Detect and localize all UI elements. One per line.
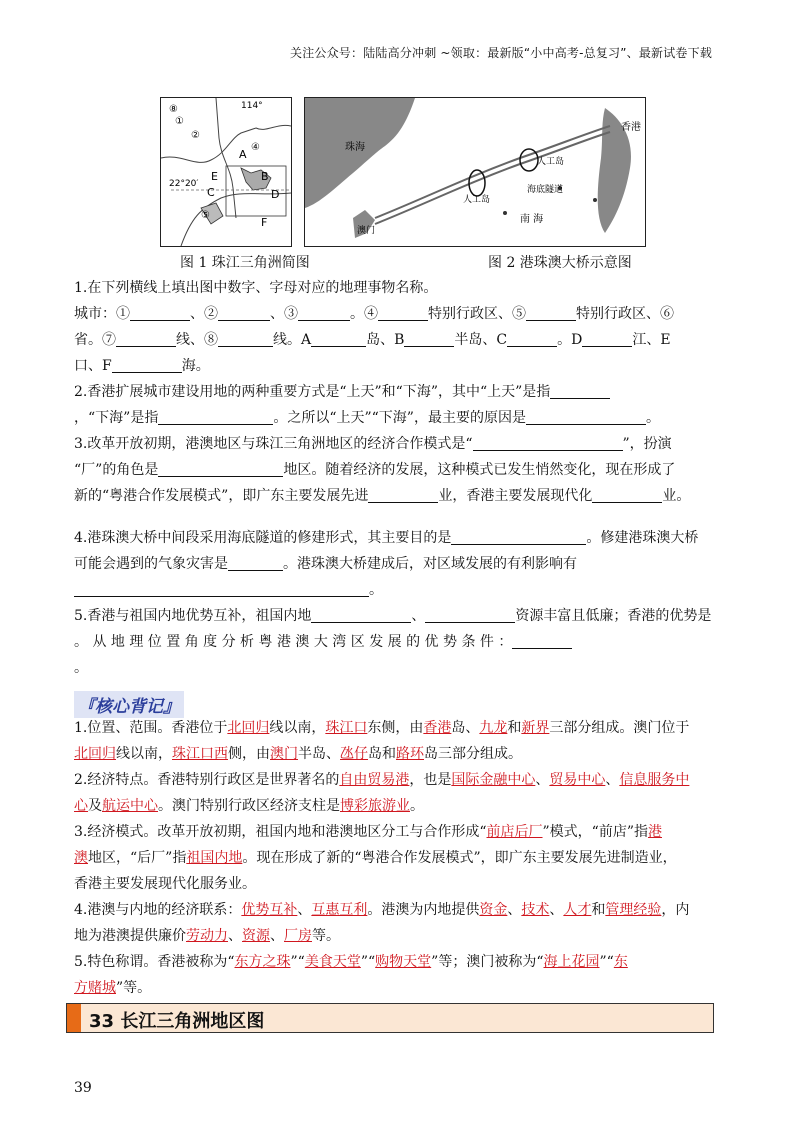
answer-blank[interactable] [378, 304, 428, 321]
answer-blank[interactable] [507, 330, 557, 347]
answer-blank[interactable] [158, 408, 273, 425]
answer-blank[interactable] [526, 304, 576, 321]
answer-blank[interactable] [592, 486, 662, 503]
q3-line1: 3.改革开放初期，港澳地区与珠江三角洲地区的经济合作模式是“ ”，扮演 [74, 436, 672, 452]
questions-block [74, 275, 734, 681]
svg-text:F: F [261, 216, 268, 229]
core-section-title: 『核心背记』 [74, 691, 184, 718]
svg-text:D: D [271, 188, 280, 201]
answer-blank[interactable] [158, 460, 283, 477]
svg-text:⑧: ⑧ [169, 104, 178, 115]
core-s3: 3.经济模式。改革开放初期，祖国内地和港澳地区分工与合作形成“前店后厂”模式，“前店”指港 [74, 824, 662, 840]
page-number: 39 [74, 1080, 92, 1096]
answer-blank[interactable] [512, 632, 572, 649]
q1-line2: 省。⑦ 线、⑧ 线。A 岛、B 半岛、C 。D 江、E [74, 332, 671, 348]
core-s2b: 心及航运中心。澳门特别行政区经济支柱是博彩旅游业。 [74, 798, 424, 814]
core-block [74, 715, 734, 1001]
q1-intro: 1.在下列横线上填出图中数字、字母对应的地理事物名称。 [74, 280, 438, 296]
answer-blank[interactable] [425, 606, 515, 623]
banner-accent [67, 1004, 81, 1032]
label-hongkong: 香港 [621, 122, 641, 133]
q4-line1: 4.港珠澳大桥中间段采用海底隧道的修建形式，其主要目的是 。修建港珠澳大桥 [74, 530, 699, 546]
svg-text:④: ④ [251, 142, 260, 153]
answer-blank[interactable] [228, 554, 283, 571]
label-sea: 南 海 [520, 214, 544, 225]
core-s3c: 香港主要发展现代化服务业。 [74, 876, 256, 892]
answer-blank[interactable] [116, 330, 176, 347]
answer-blank[interactable] [582, 330, 632, 347]
label-zhuhai: 珠海 [345, 142, 365, 153]
answer-blank[interactable] [451, 528, 586, 545]
answer-blank[interactable] [526, 408, 646, 425]
core-s5: 5.特色称谓。香港被称为“东方之珠”“美食天堂”“购物天堂”等；澳门被称为“海上花园”“东 [74, 954, 628, 970]
q5-line1: 5.香港与祖国内地优势互补，祖国内地 、 资源丰富且低廉；香港的优势是 [74, 608, 712, 624]
hzm-bridge-map [304, 97, 646, 247]
answer-blank[interactable] [550, 382, 610, 399]
q4-line2: 可能会遇到的气象灾害是 。港珠澳大桥建成后，对区域发展的有利影响有 [74, 556, 577, 572]
label-island1: 人工岛 [463, 195, 491, 205]
latitude-label: 22°20′ [169, 179, 199, 189]
core-s4: 4.港澳与内地的经济联系：优势互补、互惠互利。港澳为内地提供资金、技术、人才和管理经验，内 [74, 902, 690, 918]
answer-blank[interactable] [112, 356, 182, 373]
page-header: 关注公众号：陆陆高分冲刺 ~领取：最新版“小中高考-总复习”、最新试卷下载 [290, 46, 713, 60]
core-s4b: 地为港澳提供廉价劳动力、资源、厂房等。 [74, 928, 340, 944]
section-banner [66, 1003, 714, 1033]
answer-blank[interactable] [74, 580, 369, 597]
label-island2: 人工岛 [537, 157, 565, 167]
banner-title: 33 长江三角洲地区图 [89, 1011, 265, 1032]
answer-blank[interactable] [130, 304, 190, 321]
q3-line3: 新的“粤港合作发展模式”，即广东主要发展先进 业，香港主要发展现代化 业。 [74, 488, 691, 504]
svg-text:A: A [239, 148, 247, 161]
answer-blank[interactable] [311, 330, 366, 347]
label-macao: 澳门 [357, 226, 376, 236]
answer-blank[interactable] [473, 434, 623, 451]
figure-caption-2: 图 2 港珠澳大桥示意图 [488, 255, 632, 271]
core-s2: 2.经济特点。香港特别行政区是世界著名的自由贸易港，也是国际金融中心、贸易中心、信息服务中 [74, 772, 690, 788]
label-tunnel: 海底隧道 [527, 185, 564, 195]
answer-blank[interactable] [298, 304, 350, 321]
q3-line2: “厂”的角色是 地区。随着经济的发展，这种模式已发生悄然变化，现在形成了 [74, 462, 676, 478]
q2-line1: 2.香港扩展城市建设用地的两种重要方式是“上天”和“下海”，其中“上天”是指 [74, 379, 734, 405]
svg-text:①: ① [175, 116, 184, 127]
svg-text:B: B [261, 170, 269, 183]
q2-line2: ，“下海”是指 。之所以“上天”“下海”，最主要的原因是 。 [74, 410, 660, 426]
svg-text:②: ② [191, 130, 200, 141]
answer-blank[interactable] [311, 606, 411, 623]
figure-caption-1: 图 1 珠江三角洲简图 [180, 255, 310, 271]
q1-line1: 城市：① 、② 、③ 。④ 特别行政区、⑤ 特别行政区、⑥ [74, 306, 674, 322]
answer-blank[interactable] [218, 304, 270, 321]
core-s1b: 北回归线以南，珠江口西侧，由澳门半岛、氹仔岛和路环岛三部分组成。 [74, 746, 522, 762]
core-s1: 1.位置、范围。香港位于北回归线以南，珠江口东侧，由香港岛、九龙和新界三部分组成。澳门位于 [74, 720, 690, 736]
q5-line3: 。 [74, 660, 88, 676]
q5-line2: 。 从 地 理 位 置 角 度 分 析 粤 港 澳 大 湾 区 发 展 的 优 势 条 件 ： [74, 629, 734, 655]
longitude-label: 114° [241, 101, 263, 111]
core-s5b: 方赌城”等。 [74, 980, 152, 996]
q4-line3: 。 [74, 577, 734, 603]
core-s3b: 澳地区，“后厂”指祖国内地。现在形成了新的“粤港合作发展模式”，即广东主要发展先进制造业， [74, 850, 677, 866]
pearl-river-delta-map [160, 97, 292, 247]
svg-text:C: C [207, 186, 215, 199]
answer-blank[interactable] [368, 486, 438, 503]
answer-blank[interactable] [404, 330, 454, 347]
q1-line3: 口、F 海。 [74, 358, 210, 374]
svg-text:E: E [211, 170, 218, 183]
answer-blank[interactable] [218, 330, 273, 347]
svg-text:⑤: ⑤ [201, 210, 210, 221]
